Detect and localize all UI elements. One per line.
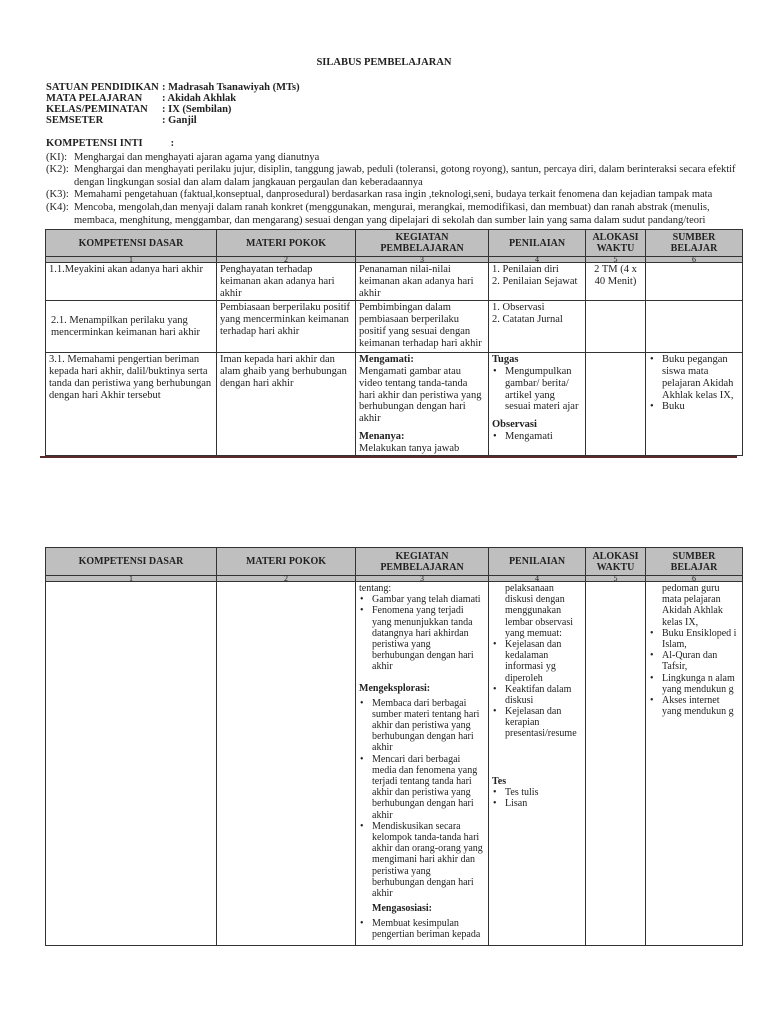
col-header: MATERI POKOK	[217, 548, 356, 576]
ki-text: Menghargai dan menghayati perilaku jujur, disiplin, tanggung jawab, peduli (toleransi, gotong royong), santun, percaya diri, dalam berinteraksi secara efektif dengan lingkungan sosial dan alam dalam jangkauan pergaulan dan keberadaannya	[74, 164, 736, 188]
document-title: SILABUS PEMBELAJARAN	[316, 57, 452, 68]
kd-cell: 3.1. Memahami pengertian beriman kepada hari akhir, dalil/buktinya serta tanda dan peristiwa yang berhubungan dengan hari Akhir tersebut	[46, 353, 217, 456]
penilaian-heading: Tugas	[492, 354, 519, 366]
identity-row	[46, 82, 300, 93]
sumber-cell	[646, 301, 743, 353]
table-row	[46, 582, 743, 946]
penilaian-item: • Lisan	[492, 798, 582, 809]
syllabus-table-page1	[45, 229, 743, 456]
penilaian-cell	[489, 582, 586, 946]
penilaian-item: • Mengamati	[492, 431, 582, 443]
ki-colon: :	[170, 138, 175, 149]
penilaian-text: pelaksanaan diskusi dengan menggunakan lembar observasi yang memuat:	[505, 583, 574, 639]
col-header: PENILAIAN	[489, 548, 586, 576]
sumber-item: • Buku Ensikloped i Islam,	[649, 628, 739, 650]
page-break-line	[40, 456, 737, 458]
sumber-cell	[646, 263, 743, 301]
sumber-item: • Akses internet yang mendukun g	[649, 695, 739, 717]
col-number: 2	[217, 257, 356, 263]
identity-block	[46, 82, 300, 126]
alokasi-cell	[586, 353, 646, 456]
col-header: ALOKASI WAKTU	[586, 230, 646, 257]
sumber-item: • Lingkunga n alam yang mendukun g	[649, 673, 739, 695]
kegiatan-item: • Membuat kesimpulan pengertian beriman kepada	[359, 918, 485, 940]
col-number: 1	[46, 257, 217, 263]
col-number: 6	[646, 576, 743, 582]
col-header: KEGIATAN PEMBELAJARAN	[356, 548, 489, 576]
kegiatan-cell	[356, 353, 489, 456]
penilaian-item: • Kejelasan dan kedalaman informasi yg diperoleh	[492, 639, 582, 684]
col-header: ALOKASI WAKTU	[586, 548, 646, 576]
ki-label: (K3):	[46, 189, 69, 201]
col-number: 3	[356, 257, 489, 263]
identity-value: : Ganjil	[162, 115, 197, 126]
penilaian-cell	[489, 301, 586, 353]
col-number: 3	[356, 576, 489, 582]
ki-text: Menghargai dan menghayati ajaran agama yang dianutnya	[74, 151, 320, 163]
identity-value: : IX (Sembilan)	[162, 104, 232, 115]
kegiatan-cell	[356, 582, 489, 946]
table-row	[46, 353, 743, 456]
sumber-cell	[646, 582, 743, 946]
penilaian-item: 2. Catatan Jurnal	[492, 314, 563, 325]
col-header: MATERI POKOK	[217, 230, 356, 257]
penilaian-item: • Tes tulis	[492, 787, 582, 798]
ki-label: (KI):	[46, 151, 67, 163]
col-header: KOMPETENSI DASAR	[46, 548, 217, 576]
kegiatan-item: • Mencari dari berbagai media dan fenomena yang terjadi tentang tanda hari akhir dan peristiwa yang berhubungan dengan hari akhir	[359, 754, 485, 821]
kegiatan-item: • Mendiskusikan secara kelompok tanda-tanda hari akhir dan orang-orang yang mengimani hari akhir dan peristiwa yang berhubungan dengan hari akhir	[359, 821, 485, 899]
identity-key: SATUAN PENDIDIKAN	[46, 82, 159, 93]
penilaian-item: 1. Penilaian diri	[492, 264, 559, 275]
ki-label: (K2):	[46, 164, 69, 176]
ki-heading-text: KOMPETENSI INTI	[46, 138, 143, 149]
kegiatan-heading: Mengeksplorasi:	[359, 682, 431, 694]
identity-row	[46, 104, 300, 115]
col-number: 2	[217, 576, 356, 582]
col-header: KEGIATAN PEMBELAJARAN	[356, 230, 489, 257]
sumber-cell	[646, 353, 743, 456]
col-header: KOMPETENSI DASAR	[46, 230, 217, 257]
penilaian-item: 2. Penilaian Sejawat	[492, 275, 578, 287]
sumber-text: pedoman guru mata pelajaran Akidah Akhlak kelas IX,	[662, 583, 723, 628]
materi-cell: Penghayatan terhadap keimanan akan adanya hari akhir	[217, 263, 356, 301]
kegiatan-heading: Menanya:	[359, 430, 405, 442]
identity-key: MATA PELAJARAN	[46, 93, 143, 104]
col-number: 1	[46, 576, 217, 582]
identity-row	[46, 115, 300, 126]
sumber-item: • Buku	[649, 401, 739, 413]
kegiatan-cell: Pembimbingan dalam pembiasaan berperilaku positif yang sesuai dengan keimanan terhadap hari akhir	[356, 301, 489, 353]
col-number: 6	[646, 257, 743, 263]
kegiatan-item: • Fenomena yang terjadi yang menunjukkan tanda datangnya hari akhirdan peristiwa yang berhubungan dengan hari akhir	[359, 605, 485, 672]
kegiatan-heading: Mengasosiasi:	[372, 903, 432, 915]
materi-cell	[217, 582, 356, 946]
col-number: 4	[489, 576, 586, 582]
kegiatan-heading: Mengamati:	[359, 354, 414, 366]
penilaian-cell	[489, 263, 586, 301]
col-number: 5	[586, 257, 646, 263]
alokasi-cell	[586, 582, 646, 946]
kegiatan-text: Mengamati gambar atau video tentang tanda-tanda hari akhir dan peristiwa yang berhubungan dengan hari akhir	[359, 366, 482, 424]
identity-value: : Madrasah Tsanawiyah (MTs)	[162, 82, 300, 93]
penilaian-item: 1. Observasi	[492, 302, 545, 314]
table-row	[46, 301, 743, 353]
identity-key: SEMSETER	[46, 115, 104, 126]
kegiatan-cell: Penanaman nilai-nilai keimanan akan adanya hari akhir	[356, 263, 489, 301]
penilaian-heading: Observasi	[492, 419, 537, 430]
penilaian-item: • Mengumpulkan gambar/ berita/ artikel yang sesuai materi ajar	[492, 366, 582, 413]
ki-item	[46, 152, 746, 165]
identity-key: KELAS/PEMINATAN	[46, 104, 148, 115]
kompetensi-inti	[46, 138, 746, 227]
materi-cell: Iman kepada hari akhir dan alam ghaib yang berhubungan dengan hari akhir	[217, 353, 356, 456]
kd-cell: 2.1. Menampilkan perilaku yang mencerminkan keimanan hari akhir	[46, 301, 217, 353]
penilaian-item: • Keaktifan dalam diskusi	[492, 684, 582, 706]
identity-value: : Akidah Akhlak	[162, 93, 237, 104]
ki-item	[46, 189, 746, 202]
col-header: SUMBER BELAJAR	[646, 230, 743, 257]
syllabus-table-page2	[45, 547, 743, 946]
sumber-item: • Al-Quran dan Tafsir,	[649, 650, 739, 672]
ki-text: Mencoba, mengolah,dan menyaji dalam ranah konkret (menggunakan, mengurai, merangkai, memodifikasi, dan membuat) dan ranah abstrak (menulis, membaca, menghitung, menggambar, dan mengarang) sesuai dengan yang dipelajari di sekolah dan sumber lain yang sama dalam sudut pandang/teori	[74, 201, 710, 226]
alokasi-cell	[586, 301, 646, 353]
col-number: 4	[489, 257, 586, 263]
kegiatan-text: tentang:	[359, 583, 392, 594]
penilaian-heading: Tes	[492, 775, 507, 787]
ki-heading	[46, 138, 746, 151]
kd-cell: 1.1.Meyakini akan adanya hari akhir	[46, 263, 217, 301]
ki-text: Memahami pengetahuan (faktual,konseptual, danprosedural) berdasarkan rasa ingin ,teknologi,seni, budaya terkait fenomena dan kejadian tampak mata	[74, 189, 713, 201]
ki-item	[46, 164, 746, 189]
materi-cell: Pembiasaan berperilaku positif yang mencerminkan keimanan terhadap hari akhir	[217, 301, 356, 353]
kegiatan-item: • Gambar yang telah diamati	[359, 594, 485, 605]
ki-label: (K4):	[46, 201, 69, 213]
ki-item	[46, 202, 746, 227]
alokasi-cell: 2 TM (4 x 40 Menit)	[586, 263, 646, 301]
sumber-item: • Buku pegangan siswa mata pelajaran Akidah Akhlak kelas IX,	[649, 354, 739, 401]
table-row	[46, 263, 743, 301]
col-header: PENILAIAN	[489, 230, 586, 257]
col-header: SUMBER BELAJAR	[646, 548, 743, 576]
kegiatan-text: Melakukan tanya jawab	[359, 442, 460, 454]
penilaian-cell	[489, 353, 586, 456]
header-row	[46, 548, 743, 576]
header-row	[46, 230, 743, 257]
penilaian-item: • Kejelasan dan kerapian presentasi/resume	[492, 706, 582, 740]
page1-table-wrapper	[45, 229, 742, 458]
identity-row	[46, 93, 300, 104]
kegiatan-item: • Membaca dari berbagai sumber materi tentang hari akhir dan peristiwa yang berhubungan dengan hari akhir	[359, 698, 485, 754]
col-number: 5	[586, 576, 646, 582]
kd-cell	[46, 582, 217, 946]
